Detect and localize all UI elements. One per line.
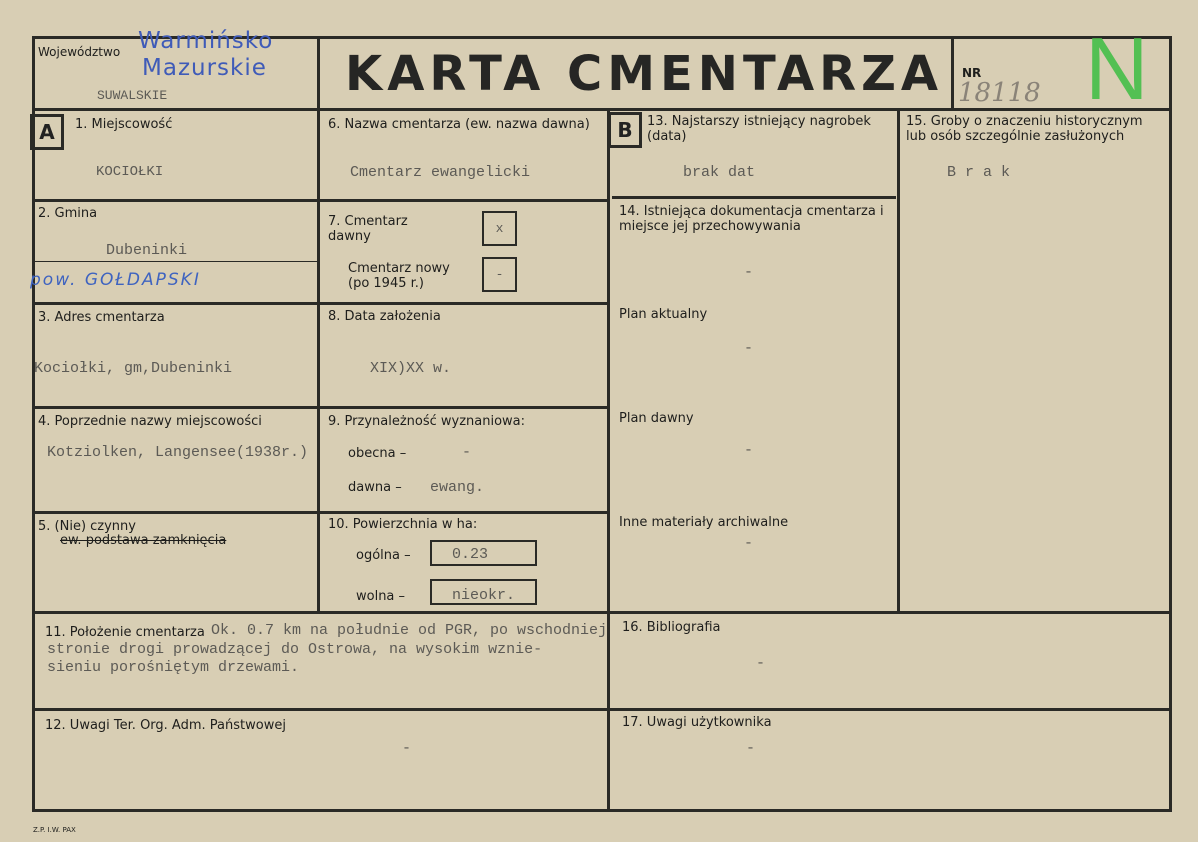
other-archives-label: Inne materiały archiwalne — [619, 515, 789, 530]
f1-value: KOCIOŁKI — [96, 164, 164, 180]
voivodeship-stamp — [138, 28, 273, 82]
voivodeship-typed: SUWALSKIE — [97, 88, 168, 103]
f7-new-label: Cmentarz nowy (po 1945 r.) — [348, 261, 450, 291]
plan-current-value: - — [744, 340, 754, 357]
f15-label: 15. Groby o znaczeniu historycznym lub osób szczególnie zasłużonych — [906, 114, 1143, 144]
border-bottom — [32, 809, 1172, 812]
f3-label: 3. Adres cmentarza — [38, 310, 165, 325]
nr-divider — [951, 36, 954, 110]
nr-label: NR — [962, 66, 982, 80]
row-divider — [32, 406, 608, 409]
f11-value-line3: sieniu porośniętym drzewami. — [47, 659, 300, 676]
printer-mark: Z.P. I.W. PAX — [33, 826, 76, 834]
border-right — [1169, 36, 1172, 812]
f2-label: 2. Gmina — [38, 206, 98, 221]
f9-former-label: dawna – — [348, 480, 402, 495]
voivodeship-label: Województwo — [38, 45, 121, 59]
f9-current-value: - — [462, 444, 472, 461]
f7-old-checkbox[interactable]: x — [482, 211, 517, 246]
f16-label: 16. Bibliografia — [622, 620, 721, 635]
f17-label: 17. Uwagi użytkownika — [622, 715, 772, 730]
f12-label: 12. Uwagi Ter. Org. Adm. Państwowej — [45, 718, 286, 733]
col-divider-1 — [317, 36, 320, 613]
f8-value: XIX)XX w. — [370, 360, 452, 377]
row-divider — [32, 199, 608, 202]
other-archives-value: - — [744, 535, 754, 552]
nr-value: 18118 — [958, 78, 1041, 108]
f6-value: Cmentarz ewangelicki — [350, 164, 531, 181]
f3-value: Kociołki, gm,Dubeninki — [34, 360, 233, 377]
f6-label: 6. Nazwa cmentarza (ew. nazwa dawna) — [328, 117, 590, 132]
f14-value: - — [744, 264, 754, 281]
f10-total-field[interactable]: 0.23 — [430, 540, 537, 566]
f10-label: 10. Powierzchnia w ha: — [328, 517, 478, 532]
page-title: KARTA CMENTARZA — [345, 46, 944, 102]
plan-old-value: - — [744, 442, 754, 459]
f14-label: 14. Istniejąca dokumentacja cmentarza i miejsce jej przechowywania — [619, 204, 884, 234]
f4-label: 4. Poprzednie nazwy miejscowości — [38, 414, 262, 429]
f9-former-value: ewang. — [430, 479, 485, 496]
f11-value-line1: Ok. 0.7 km na południe od PGR, po wschodniej — [211, 622, 608, 639]
f10-free-field[interactable]: nieokr. — [430, 579, 537, 605]
f9-label: 9. Przynależność wyznaniowa: — [328, 414, 526, 429]
plan-old-label: Plan dawny — [619, 411, 694, 426]
row-divider — [32, 302, 608, 305]
row-subdivider — [32, 261, 318, 262]
row-divider — [32, 511, 608, 514]
row-divider — [32, 611, 1172, 614]
f7-old-label: 7. Cmentarz dawny — [328, 214, 408, 244]
f10-total-label: ogólna – — [356, 548, 411, 563]
stamp-line: Warmińsko — [138, 28, 274, 54]
f4-value: Kotziolken, Langensee(1938r.) — [47, 444, 309, 461]
f5-label: 5. (Nie) czynny — [38, 519, 136, 534]
f10-free-label: wolna – — [356, 589, 406, 604]
f8-label: 8. Data założenia — [328, 309, 441, 324]
f2-value: Dubeninki — [106, 242, 188, 259]
section-b-letter: B — [608, 112, 642, 148]
row-divider — [612, 196, 896, 199]
border-left — [32, 36, 35, 812]
section-a-letter: A — [30, 114, 64, 150]
f13-label: 13. Najstarszy istniejący nagrobek (data) — [647, 114, 871, 144]
f15-value: B r a k — [947, 164, 1011, 181]
stamp-line: Mazurskie — [142, 55, 267, 81]
header-divider — [32, 108, 1172, 111]
f2-handwritten: pow. GOŁDAPSKI — [30, 270, 201, 290]
green-mark: N — [1085, 19, 1149, 118]
f7-new-checkbox[interactable]: - — [482, 257, 517, 292]
row-divider — [32, 708, 1172, 711]
f5-label-text: ew. podstawa zamknięcia — [60, 533, 227, 548]
f11-label: 11. Położenie cmentarza — [45, 625, 205, 640]
f5-label-2 — [60, 533, 226, 548]
f11-value-line2: stronie drogi prowadzącej do Ostrowa, na wysokim wznie- — [47, 641, 543, 658]
f16-value: - — [756, 655, 766, 672]
f17-value: - — [746, 740, 756, 757]
plan-current-label: Plan aktualny — [619, 307, 708, 322]
f12-value: - — [402, 740, 412, 757]
f9-current-label: obecna – — [348, 446, 407, 461]
f13-value: brak dat — [683, 164, 756, 181]
col-divider-3 — [897, 108, 900, 613]
col-divider-2 — [607, 108, 610, 811]
f1-label: 1. Miejscowość — [75, 117, 173, 132]
